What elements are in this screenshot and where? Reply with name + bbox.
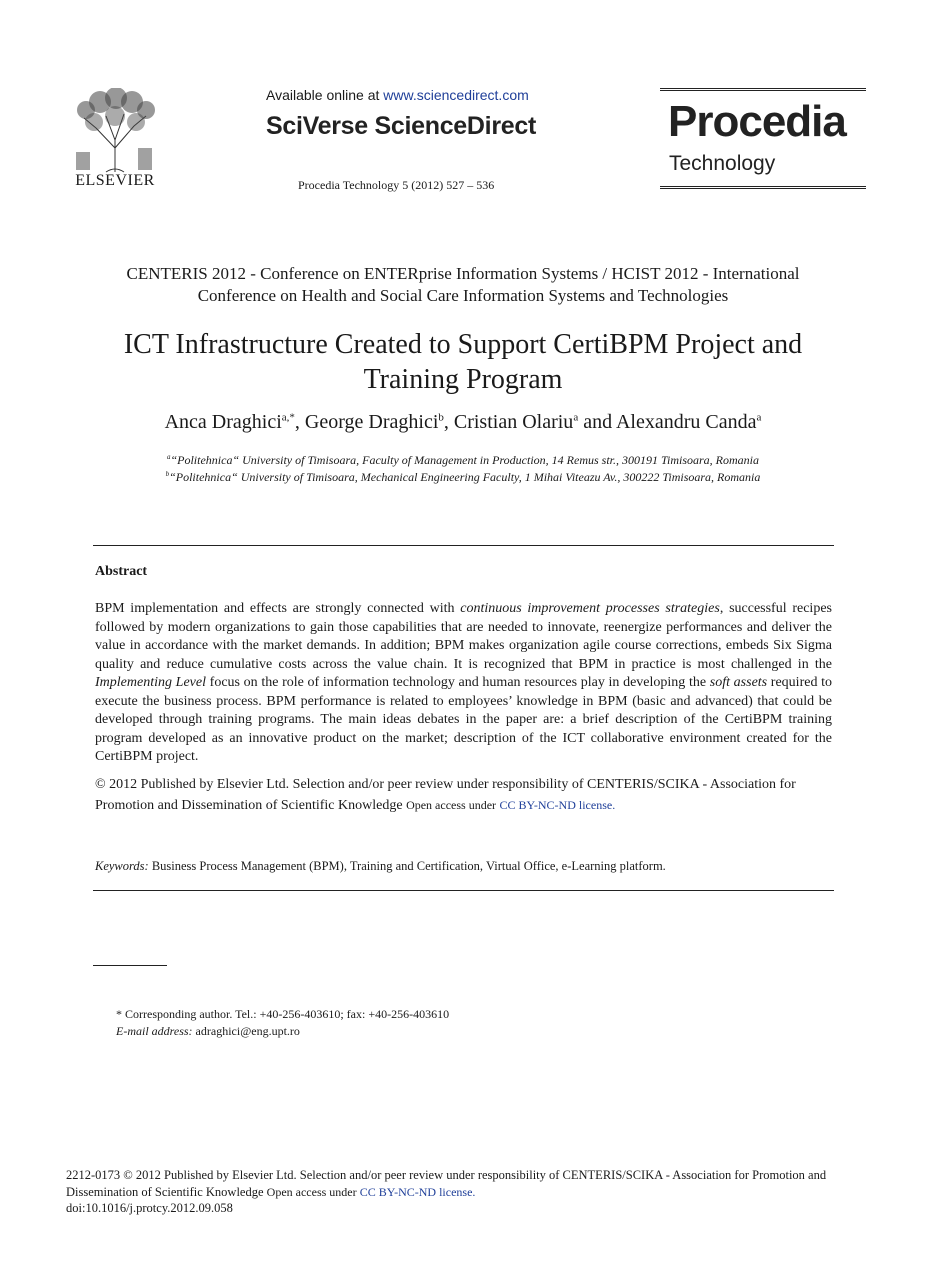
copyright-text: © 2012 Published by Elsevier Ltd. Selection and/or peer review under responsibility of CENTERIS/SCIKA - Association for Promotion and Dissemination of Scientific Knowledge <box>95 777 796 813</box>
abstract-heading: Abstract <box>95 564 148 579</box>
footer-license-link[interactable]: CC BY-NC-ND license. <box>359 1185 476 1199</box>
email-label: E-mail address: <box>116 1024 193 1038</box>
email-note <box>116 1024 300 1039</box>
author-affiliation-mark: b <box>438 411 444 424</box>
footer-open-access-text: Open access under <box>266 1185 357 1199</box>
sciencedirect-link[interactable]: www.sciencedirect.com <box>383 87 529 103</box>
author-separator: , <box>443 411 454 433</box>
abstract-text: BPM implementation and effects are strongly connected with <box>95 601 461 616</box>
abstract-text: , successful recipes followed by modern organizations to gain those capabilities that are needed to innovate, reenergize performances and deliver the value in accordance with the market demands. In addition; BPM makes organization agile course corrections, embeds Six Sigma quality and reduce cumulative costs across the value chain. It is recognized that BPM in practice is most challenged in the <box>95 601 832 672</box>
procedia-logo-subtitle: Technology <box>669 152 776 175</box>
author-list <box>60 411 866 434</box>
abstract-top-rule <box>93 545 834 546</box>
conference-line-2: Conference on Health and Social Care Information Systems and Technologies <box>197 286 729 305</box>
keywords-text: Business Process Management (BPM), Training and Certification, Virtual Office, e-Learning platform. <box>151 859 666 873</box>
author-affiliation-mark: a <box>573 411 579 424</box>
abstract-emphasis: soft assets <box>709 675 768 690</box>
author-name: George Draghici <box>304 411 439 433</box>
journal-reference: Procedia Technology 5 (2012) 527 – 536 <box>298 178 495 192</box>
author-affiliation-mark: a <box>756 411 762 424</box>
footnote-rule <box>93 965 167 966</box>
issn-text: 2212-0173 © 2012 Published by Elsevier Ltd. Selection and/or peer review under responsibility of CENTERIS/SCIKA - Association for Promotion and Dissemination of Scientific Knowledge <box>66 1168 827 1199</box>
abstract-text: focus on the role of information technology and human resources play in developing the <box>205 675 710 690</box>
author-separator: and <box>578 411 616 433</box>
keywords <box>95 859 666 874</box>
corresponding-author-note: * Corresponding author. Tel.: +40-256-403610; fax: +40-256-403610 <box>116 1007 450 1021</box>
author-affiliation-mark: a,* <box>281 411 295 424</box>
available-online-text: Available online at <box>266 87 380 103</box>
elsevier-wordmark: ELSEVIER <box>75 172 155 189</box>
issn-copyright-footer <box>66 1167 866 1201</box>
title-line-2: Training Program <box>363 364 563 395</box>
affiliation-b <box>60 470 866 485</box>
copyright-notice <box>95 775 832 816</box>
affiliation-text: “Politehnica“ University of Timisoara, Faculty of Management in Production, 14 Remus str., 300191 Timisoara, Romania <box>170 453 760 467</box>
abstract-bottom-rule <box>93 890 834 891</box>
author-name: Cristian Olariu <box>453 411 574 433</box>
license-link[interactable]: CC BY-NC-ND license. <box>499 798 616 812</box>
affiliation-mark: a <box>166 453 171 461</box>
author-name: Alexandru Canda <box>615 411 757 433</box>
available-online-line <box>266 87 529 103</box>
paper-title <box>60 327 866 397</box>
author-name: Anca Draghici <box>164 411 282 433</box>
procedia-logo-name: Procedia <box>668 97 846 146</box>
title-line-1: ICT Infrastructure Created to Support CertiBPM Project and <box>123 329 803 360</box>
abstract-emphasis: continuous improvement processes strategies <box>460 601 720 616</box>
abstract-emphasis: Implementing Level <box>95 675 206 690</box>
keywords-label: Keywords: <box>95 859 149 873</box>
sciverse-sciencedirect-logo: SciVerse ScienceDirect <box>266 112 536 140</box>
author-separator: , <box>294 411 305 433</box>
conference-name <box>60 263 866 307</box>
open-access-text: Open access under <box>406 798 497 812</box>
conference-line-1: CENTERIS 2012 - Conference on ENTERprise Information Systems / HCIST 2012 - International <box>126 264 800 283</box>
email-address[interactable]: adraghici@eng.upt.ro <box>195 1024 300 1038</box>
affiliation-mark: b <box>165 470 170 478</box>
affiliation-text: “Politehnica“ University of Timisoara, Mechanical Engineering Faculty, 1 Mihai Viteazu Av., 300222 Timisoara, Romania <box>169 470 761 484</box>
doi[interactable]: doi:10.1016/j.protcy.2012.09.058 <box>66 1201 233 1215</box>
abstract-body <box>95 600 832 767</box>
abstract-text: required to execute the business process. BPM performance is related to employees’ knowledge in BPM (basic and advanced) that could be developed through training programs. The main ideas debates in the paper are: a brief description of the CertiBPM training program developed as an innovative product on the market; description of the ICT collaborative environment created for the CertiBPM project. <box>95 675 833 764</box>
affiliation-a <box>60 453 866 468</box>
